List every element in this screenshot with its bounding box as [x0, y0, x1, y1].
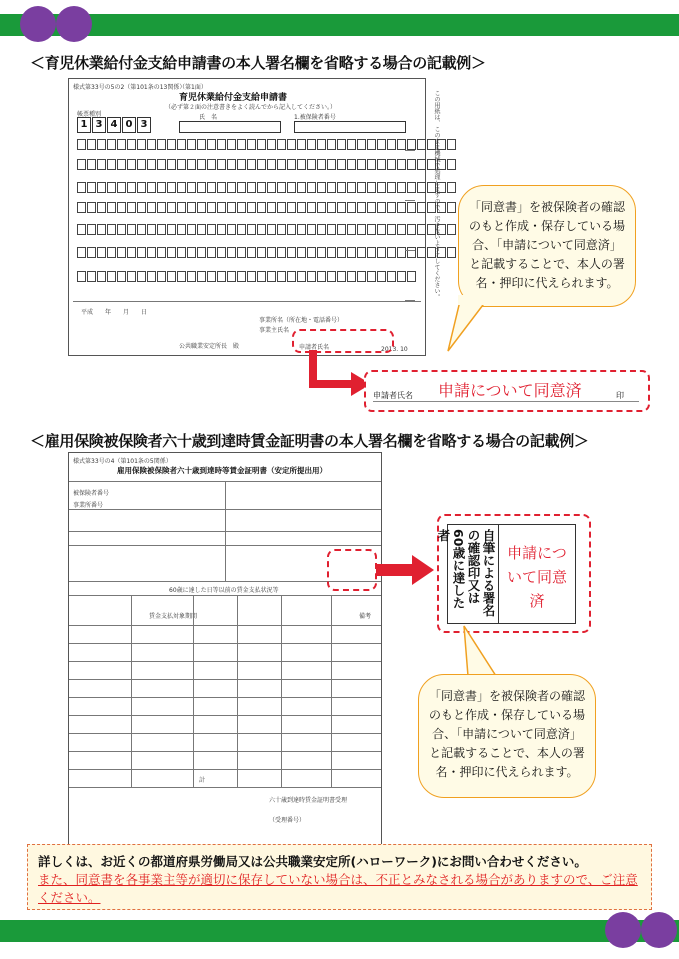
form-line [69, 751, 381, 752]
form-sheet: （第1面） [179, 84, 207, 91]
form-line [69, 769, 381, 770]
section2-title: ＜雇用保険被保険者六十歳到達時賃金証明書の本人署名欄を省略する場合の記載例＞ [30, 432, 589, 450]
seal-mark: 印 [616, 391, 624, 400]
type-number [77, 117, 152, 133]
top-green-bar [0, 14, 679, 36]
label-remarks: 備考 [359, 613, 372, 620]
field-cells [77, 182, 457, 193]
form-line [237, 595, 238, 787]
vertical-label: 自筆による署名の確認印又は60歳に達した者 [436, 529, 496, 617]
label-insured-no: 被保険者番号 [73, 490, 110, 497]
note-line1: 詳しくは、お近くの都道府県労働局又は公共職業安定所(ハローワーク)にお問い合わせください。 [38, 854, 587, 869]
form-title: 育児休業給付金支給申請書 [179, 93, 288, 103]
label-wage-section: 60歳に達した日等以前の賃金支払状況等 [169, 587, 279, 594]
section1-title: ＜育児休業給付金支給申請書の本人署名欄を省略する場合の記載例＞ [30, 54, 486, 72]
form-line [69, 715, 381, 716]
type-digit: 1 [77, 117, 91, 133]
insured-no-box [294, 121, 406, 133]
form-id: 様式第33号の4（第101条の5関係） [73, 458, 172, 465]
vertical-label-cell [436, 524, 499, 624]
form-line [69, 697, 381, 698]
purple-dot [605, 912, 641, 948]
zoom-label: 申請者氏名 [373, 391, 413, 400]
field-cells [77, 247, 457, 258]
form-line [69, 787, 381, 788]
callout-tail [450, 624, 510, 680]
form-title: 雇用保険被保険者六十歳到達時等賃金証明書（安定所提出用） [117, 466, 327, 475]
label-owner: 事業主氏名 [259, 327, 290, 334]
label-director: 公共職業安定所長 殿 [179, 343, 240, 350]
callout-tail [440, 295, 500, 357]
field-cells [77, 139, 457, 150]
wage-certificate-form [68, 452, 382, 846]
bottom-green-bar [0, 920, 679, 942]
zoom-signature-box [437, 514, 591, 633]
type-digit: 3 [92, 117, 106, 133]
label-name: 氏 名 [199, 114, 218, 121]
label-office: 事業所名（所在地・電話番号） [259, 317, 344, 324]
label-office-no: 事業所番号 [73, 502, 104, 509]
form-line [193, 595, 194, 787]
contact-note [27, 844, 652, 910]
zoom-applicant-box [364, 370, 650, 412]
form-line [69, 661, 381, 662]
type-digit: 4 [107, 117, 121, 133]
purple-dot [641, 912, 677, 948]
form-line [69, 643, 381, 644]
benefit-application-form [68, 78, 426, 356]
form-instruction: （必ず第２面の注意書きをよく読んでから記入してください。） [165, 104, 337, 111]
form-line [131, 595, 132, 787]
purple-dot [20, 6, 56, 42]
zoom-value: 申請について同意済 [438, 381, 582, 400]
type-digit: 3 [137, 117, 151, 133]
form-tick [405, 150, 415, 151]
label-total: 計 [199, 777, 206, 784]
form-footer-code: 2013. 10 [381, 346, 408, 353]
label-receipt: （受理番号） [269, 817, 306, 824]
field-cells [77, 202, 457, 213]
form-tick [405, 300, 415, 301]
field-cells [77, 224, 457, 235]
field-cells [77, 159, 457, 170]
highlight-box [327, 549, 377, 591]
field-cells [77, 271, 417, 282]
zoom-underline [373, 401, 639, 402]
form-line [69, 625, 381, 626]
red-arrow-icon [376, 555, 436, 585]
form-margin-note: この用紙は、このまま機械で処理しますので、汚さないようにしてください。 [433, 90, 440, 300]
form-line [69, 733, 381, 734]
label-insured-no: 1.被保険者番号 [294, 114, 336, 121]
label-certificate: 六十歳到達時賃金証明書受理 [269, 797, 348, 804]
value-cell [497, 524, 576, 624]
zoom-value: 申請について同意済 [507, 544, 568, 610]
type-digit: 0 [122, 117, 136, 133]
form-line [69, 679, 381, 680]
form-id: 様式第33号の5の2（第101条の13関係） [73, 84, 186, 91]
note-line2: また、同意書を各事業主等が適切に保存していない場合は、不正とみなされる場合がありますので、ご注意ください。 [38, 872, 638, 905]
purple-dot [56, 6, 92, 42]
form-tick [405, 250, 415, 251]
label-type: 帳票種別 [77, 111, 102, 118]
form-divider [73, 301, 421, 302]
label-base-period: 賃金支払対象期間 [149, 613, 198, 620]
form-line [331, 595, 332, 787]
form-line [281, 595, 282, 787]
form-line [225, 481, 226, 581]
label-applicant: 申請者氏名 [299, 344, 330, 351]
name-box [179, 121, 281, 133]
callout-2: 「同意書」を被保険者の確認のもと作成・保存している場合、「申請について同意済」と記載することで、本人の署名・押印に代えられます。 [418, 674, 596, 798]
callout-1: 「同意書」を被保険者の確認のもと作成・保存している場合、「申請について同意済」と記載することで、本人の署名・押印に代えられます。 [458, 185, 636, 307]
label-date: 平成 年 月 日 [81, 309, 148, 316]
form-line [69, 595, 381, 596]
form-tick [405, 200, 415, 201]
